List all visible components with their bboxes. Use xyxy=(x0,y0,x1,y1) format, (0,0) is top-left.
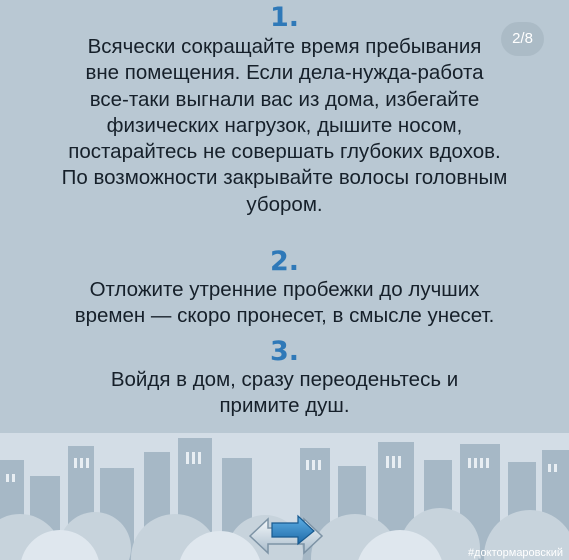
item-number: 3. xyxy=(269,336,300,367)
item-text xyxy=(22,367,547,420)
slide-counter: 2/8 xyxy=(501,22,544,56)
item-text xyxy=(22,277,547,330)
text-line: По возможности закрывайте волосы головным xyxy=(61,166,508,190)
text-line: времен — скоро пронесет, в смысле унесет. xyxy=(74,304,495,328)
text-line: физических нагрузок, дышите носом, xyxy=(106,113,463,137)
item-number: 2. xyxy=(269,246,300,277)
text-line: убором. xyxy=(246,192,323,216)
text-line: все-таки выгнали вас из дома, избегайте xyxy=(89,87,480,111)
text-line: вне помещения. Если дела-нужда-работа xyxy=(85,61,484,85)
text-line: постарайтесь не совершать глубоких вдохов. xyxy=(68,140,501,164)
text-line: Отложите утренние пробежки до лучших xyxy=(89,278,480,301)
hashtag-watermark: #доктормаровский xyxy=(468,547,563,559)
text-line: Войдя в дом, сразу переоденьтесь и xyxy=(110,368,459,391)
item-number: 1. xyxy=(269,2,300,33)
text-line: Всячески сокращайте время пребывания xyxy=(87,35,482,58)
item-text xyxy=(22,34,547,218)
double-arrow-icon[interactable] xyxy=(248,513,324,560)
text-line: примите душ. xyxy=(219,394,350,418)
